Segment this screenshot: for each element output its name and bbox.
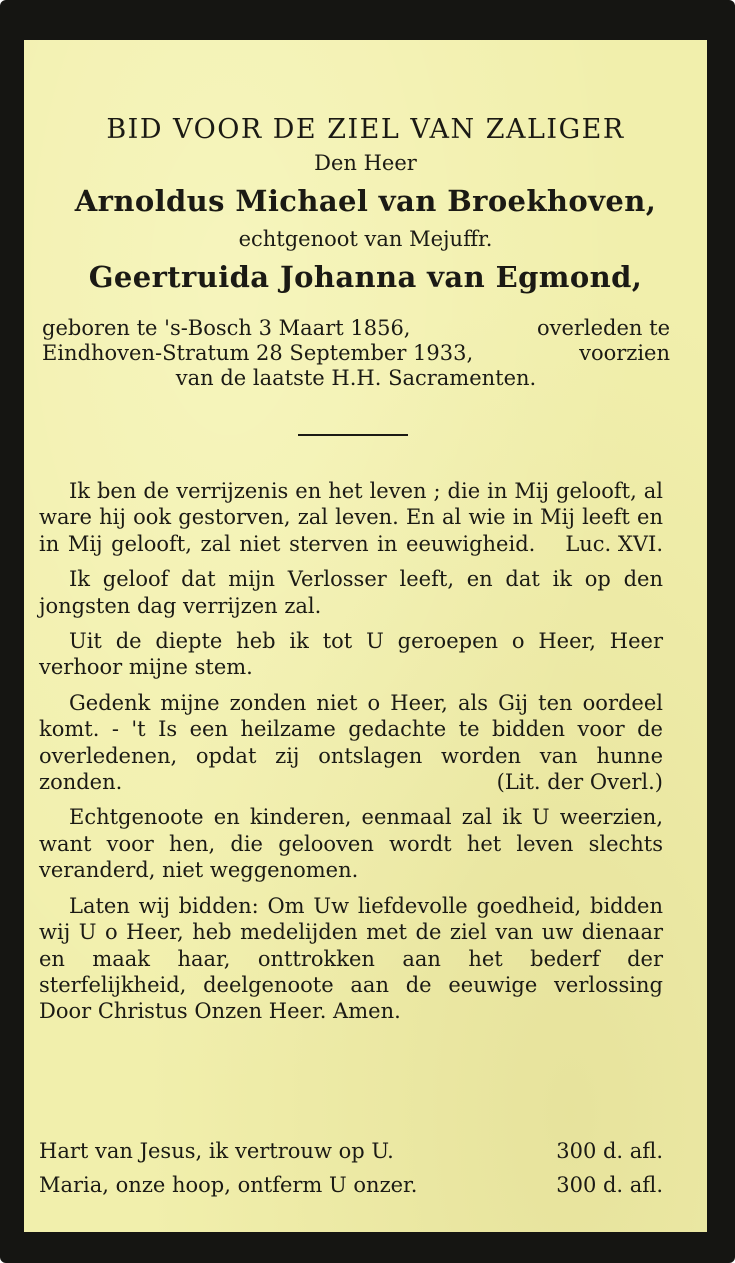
death-intro: overleden te bbox=[536, 316, 670, 340]
prayer-row-mary bbox=[39, 1168, 663, 1202]
depths-paragraph: Uit de diepte heb ik tot U geroepen o Heer, Heer verhoor mijne stem. bbox=[39, 629, 663, 680]
scripture-reference: Luc. XVI. bbox=[565, 531, 663, 556]
indulgence-value: 300 d. afl. bbox=[556, 1139, 663, 1163]
deceased-name: Arnoldus Michael van Broekhoven, bbox=[74, 184, 657, 218]
sacraments-line: van de laatste H.H. Sacramenten. bbox=[175, 366, 537, 390]
remember-paragraph bbox=[39, 690, 663, 796]
prayer-row-sacred-heart bbox=[39, 1134, 663, 1168]
prayer-text: Hart van Jesus, ik vertrouw op U. bbox=[39, 1139, 394, 1163]
indulgence-prayers bbox=[39, 1134, 663, 1202]
sacraments-intro: voorzien bbox=[579, 341, 670, 365]
death-place-date: Eindhoven-Stratum 28 September 1933, bbox=[42, 341, 474, 365]
scripture-text: Ik ben de verrijzenis en het leven ; die in Mij gelooft, al ware hij ook gestorven, zal leven. En al wie in Mij leeft en in Mij gelooft, zal niet sterven in eeuwigheid. bbox=[39, 479, 663, 556]
family-paragraph: Echtgenoote en kinderen, eenmaal zal ik U weerzien, want voor hen, die gelooven wordt het leven slechts veranderd, niet weggenomen. bbox=[39, 805, 663, 883]
spouse-name: Geertruida Johanna van Egmond, bbox=[88, 260, 643, 294]
card-paper bbox=[24, 40, 707, 1232]
scripture-paragraph bbox=[39, 478, 663, 557]
birth-place-date: geboren te 's-Bosch 3 Maart 1856, bbox=[42, 316, 411, 340]
remember-text: Gedenk mijne zonden niet o Heer, als Gij ten oordeel komt. - 't Is een heilzame gedachte te bidden voor de overledenen, opdat zij ontslagen worden van hunne zonden. bbox=[39, 690, 663, 795]
honorific: Den Heer bbox=[314, 151, 417, 175]
birth-line-2 bbox=[42, 341, 670, 366]
spouse-intro: echtgenoot van Mejuffr. bbox=[238, 227, 493, 251]
card-body bbox=[39, 478, 663, 1034]
prayer-text: Maria, onze hoop, ontferm U onzer. bbox=[39, 1173, 418, 1197]
card-header bbox=[24, 112, 707, 300]
closing-prayer-paragraph: Laten wij bidden: Om Uw liefdevolle goedheid, bidden wij U o Heer, heb medelijden met de ziel van uw dienaar en maak haar, onttrokken aan het bederf der sterfelijkheid, deelgenoote aan de eeuwige verlossing Door Christus Onzen Heer. Amen. bbox=[39, 893, 663, 1024]
birth-death-details bbox=[42, 316, 670, 391]
indulgence-value: 300 d. afl. bbox=[556, 1173, 663, 1197]
redeemer-paragraph: Ik geloof dat mijn Verlosser leeft, en dat ik op den jongsten dag verrijzen zal. bbox=[39, 567, 663, 618]
birth-line-1 bbox=[42, 316, 670, 341]
liturgy-reference: (Lit. der Overl.) bbox=[496, 770, 663, 795]
prayer-request-heading: BID VOOR DE ZIEL VAN ZALIGER bbox=[106, 114, 625, 145]
divider-rule bbox=[298, 434, 408, 436]
